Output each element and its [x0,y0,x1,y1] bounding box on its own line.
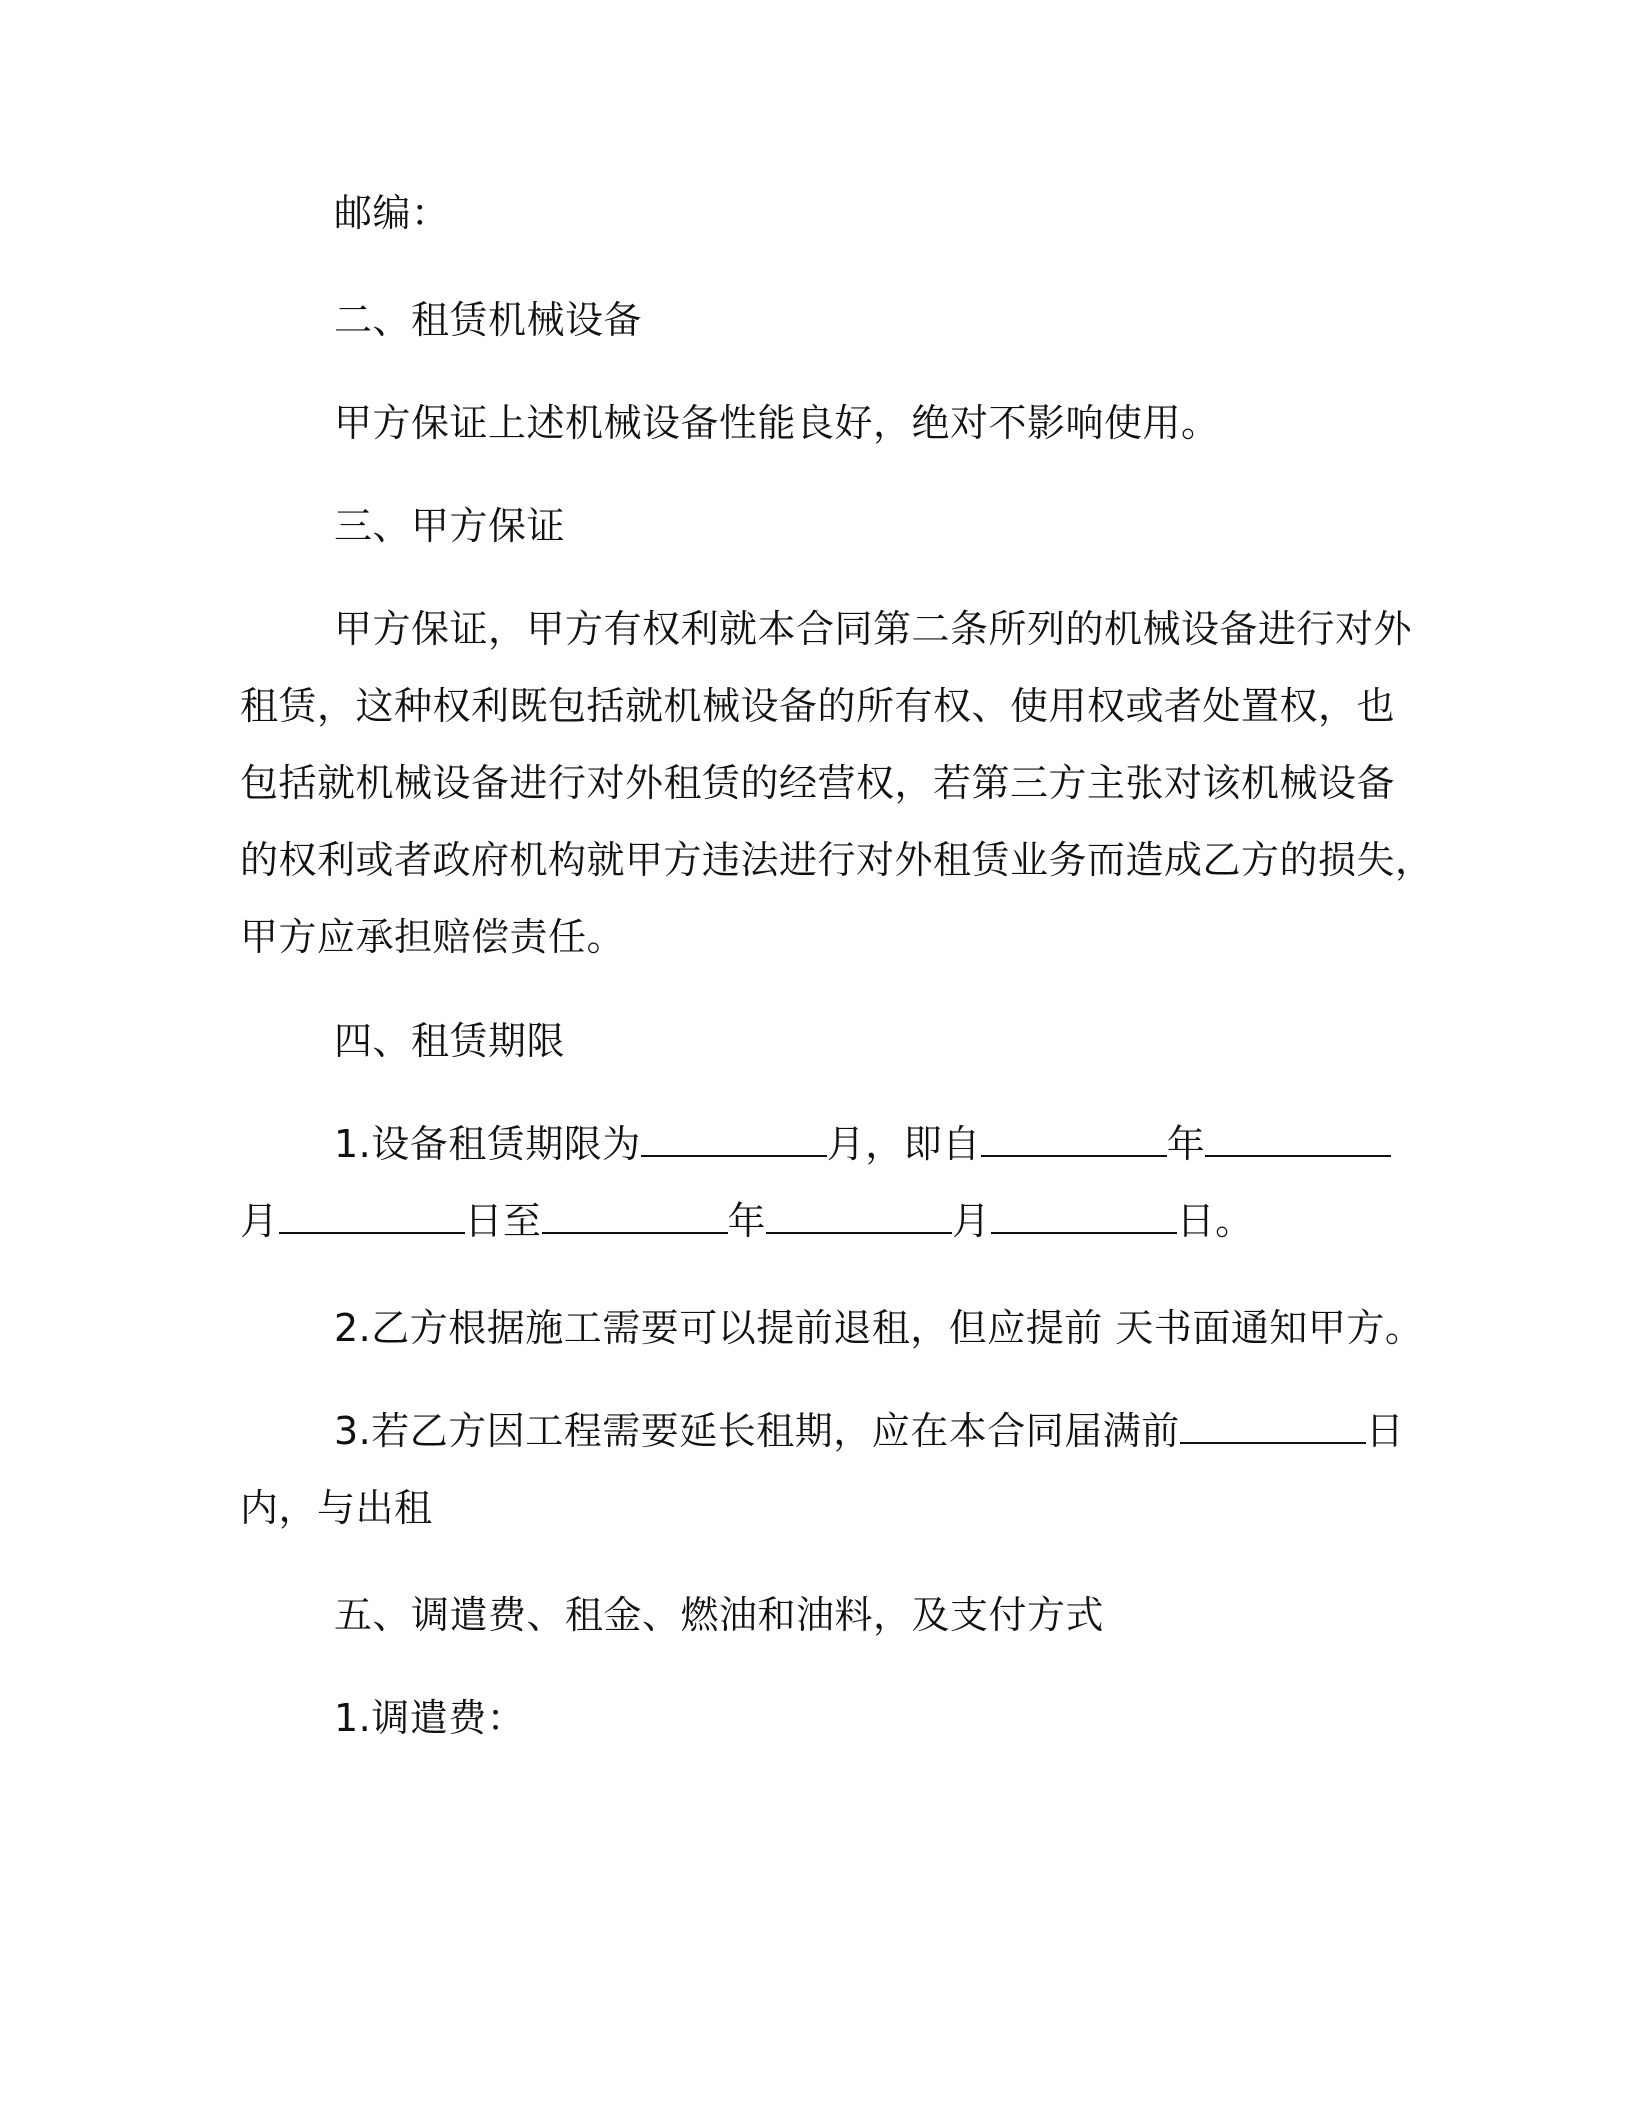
item-1-day-end: 日。 [1176,1199,1254,1243]
lease-term-item-2: 2.乙方根据施工需要可以提前退租，但应提前 天书面通知甲方。 [334,1306,1424,1350]
item-1-line-2 [240,1183,1390,1260]
item-1-month2: 月 [240,1199,279,1243]
item-3-line-1 [240,1393,1405,1470]
months-blank[interactable] [641,1125,827,1157]
section-2-text: 甲方保证上述机械设备性能良好，绝对不影响使用。 [334,401,1220,445]
paragraph-line: 的权利或者政府机构就甲方违法进行对外租赁业务而造成乙方的损失， [240,838,1434,882]
extension-days-blank[interactable] [1180,1412,1366,1444]
section-3-title: 三、甲方保证 [334,504,566,548]
item-3-line-2: 内，与出租 [240,1486,433,1530]
lease-term-item-3 [240,1393,1405,1547]
end-month-blank[interactable] [766,1202,952,1234]
item-1-month-unit: 月，即自 [826,1122,981,1166]
start-month-blank[interactable] [1205,1125,1391,1157]
end-year-blank[interactable] [542,1202,728,1234]
section-4-title: 四、租赁期限 [334,1019,566,1063]
item-1-month3: 月 [952,1199,991,1243]
end-day-blank[interactable] [991,1202,1177,1234]
section-2-title: 二、租赁机械设备 [334,298,643,342]
postcode-label: 邮编： [334,191,450,235]
paragraph-line: 甲方保证，甲方有权利就本合同第二条所列的机械设备进行对外 [334,607,1413,651]
item-1-prefix: 1.设备租赁期限为 [334,1122,641,1166]
item-3-prefix: 3.若乙方因工程需要延长租期，应在本合同届满前 [334,1409,1180,1453]
start-year-blank[interactable] [981,1125,1167,1157]
section-5-title: 五、调遣费、租金、燃油和油料，及支付方式 [334,1593,1105,1637]
item-1-line-1 [240,1106,1390,1183]
item-1-year2: 年 [727,1199,767,1243]
start-day-blank[interactable] [279,1202,465,1234]
paragraph-line: 租赁，这种权利既包括就机械设备的所有权、使用权或者处置权，也 [240,684,1396,728]
paragraph-line: 甲方应承担赔偿责任。 [240,915,626,959]
item-1-day-to: 日至 [464,1199,542,1243]
paragraph-line: 包括就机械设备进行对外租赁的经营权，若第三方主张对该机械设备 [240,761,1396,805]
lease-term-item-1 [240,1106,1390,1260]
section-5-sub-1: 1.调遣费： [334,1696,526,1740]
item-3-day-unit: 日 [1365,1409,1405,1453]
section-3-paragraph [240,591,1434,976]
item-1-year-unit: 年 [1166,1122,1206,1166]
